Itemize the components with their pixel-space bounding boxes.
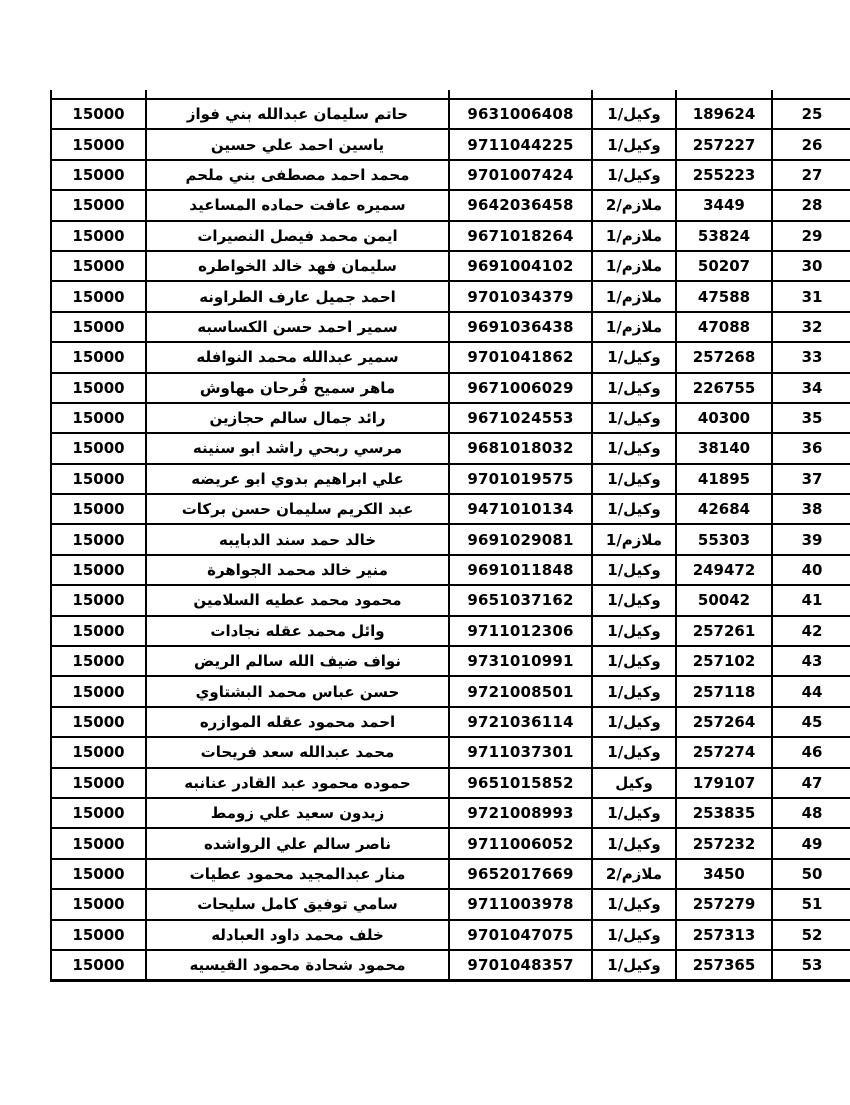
serial-cell: 43 [772, 646, 850, 676]
name-cell: محمود محمد عطيه السلامين [146, 585, 449, 615]
name-cell: منير خالد محمد الجواهرة [146, 555, 449, 585]
amount-cell: 15000 [51, 798, 146, 828]
serial-cell: 39 [772, 524, 850, 554]
id-cell: 3449 [676, 190, 772, 220]
serial-cell: 34 [772, 373, 850, 403]
table-row [51, 524, 850, 554]
table-row [51, 889, 850, 919]
rank-cell: ملازم/2 [592, 859, 676, 889]
amount-cell: 15000 [51, 160, 146, 190]
serial-cell: 52 [772, 920, 850, 950]
rank-cell: وكيل/1 [592, 798, 676, 828]
service-number-cell: 9711012306 [449, 616, 592, 646]
serial-cell: 32 [772, 312, 850, 342]
amount-cell: 15000 [51, 950, 146, 981]
service-number-cell [449, 90, 592, 99]
id-cell: 50207 [676, 251, 772, 281]
name-cell [146, 90, 449, 99]
id-cell: 226755 [676, 373, 772, 403]
serial-cell: 31 [772, 281, 850, 311]
name-cell: سمير احمد حسن الكساسبه [146, 312, 449, 342]
rank-cell: وكيل/1 [592, 99, 676, 129]
amount-cell: 15000 [51, 707, 146, 737]
id-cell: 257365 [676, 950, 772, 981]
name-cell: ماهر سميح فُرحان مهاوش [146, 373, 449, 403]
service-number-cell: 9691036438 [449, 312, 592, 342]
serial-cell: 35 [772, 403, 850, 433]
serial-cell: 45 [772, 707, 850, 737]
table-body [51, 90, 850, 981]
service-number-cell: 9701041862 [449, 342, 592, 372]
rank-cell: وكيل/1 [592, 494, 676, 524]
service-number-cell: 9711044225 [449, 129, 592, 159]
rank-cell: وكيل/1 [592, 646, 676, 676]
rank-cell: وكيل/1 [592, 737, 676, 767]
name-cell: رائد جمال سالم حجازين [146, 403, 449, 433]
rank-cell: وكيل/1 [592, 433, 676, 463]
rank-cell: وكيل/1 [592, 403, 676, 433]
id-cell: 38140 [676, 433, 772, 463]
service-number-cell: 9631006408 [449, 99, 592, 129]
id-cell: 257232 [676, 828, 772, 858]
id-cell: 179107 [676, 768, 772, 798]
serial-cell: 28 [772, 190, 850, 220]
name-cell: حاتم سليمان عبدالله بني فواز [146, 99, 449, 129]
rank-cell: وكيل/1 [592, 707, 676, 737]
service-number-cell: 9721008501 [449, 676, 592, 706]
amount-cell: 15000 [51, 129, 146, 159]
id-cell: 41895 [676, 464, 772, 494]
amount-cell: 15000 [51, 251, 146, 281]
table-row [51, 859, 850, 889]
table-row [51, 555, 850, 585]
amount-cell: 15000 [51, 342, 146, 372]
id-cell: 47588 [676, 281, 772, 311]
serial-cell: 50 [772, 859, 850, 889]
name-cell: ايمن محمد فيصل النصيرات [146, 221, 449, 251]
id-cell: 42684 [676, 494, 772, 524]
name-cell: احمد محمود عقله الموازره [146, 707, 449, 737]
table-row [51, 737, 850, 767]
name-cell: حموده محمود عبد القادر عنانبه [146, 768, 449, 798]
name-cell: سامي توفيق كامل سليحات [146, 889, 449, 919]
serial-cell: 41 [772, 585, 850, 615]
serial-cell: 53 [772, 950, 850, 981]
id-cell: 50042 [676, 585, 772, 615]
name-cell: ياسين احمد علي حسين [146, 129, 449, 159]
name-cell: احمد جميل عارف الطراونه [146, 281, 449, 311]
table-row [51, 646, 850, 676]
name-cell: مرسي ربحي راشد ابو سنينه [146, 433, 449, 463]
rank-cell: وكيل/1 [592, 616, 676, 646]
rank-cell: وكيل/1 [592, 585, 676, 615]
id-cell: 257102 [676, 646, 772, 676]
serial-cell: 42 [772, 616, 850, 646]
service-number-cell: 9652017669 [449, 859, 592, 889]
amount-cell: 15000 [51, 889, 146, 919]
serial-cell: 51 [772, 889, 850, 919]
id-cell: 55303 [676, 524, 772, 554]
amount-cell: 15000 [51, 646, 146, 676]
id-cell: 255223 [676, 160, 772, 190]
id-cell [676, 90, 772, 99]
name-cell: نواف ضيف الله سالم الريض [146, 646, 449, 676]
id-cell: 249472 [676, 555, 772, 585]
rank-cell: وكيل/1 [592, 342, 676, 372]
id-cell: 257268 [676, 342, 772, 372]
service-number-cell: 9671018264 [449, 221, 592, 251]
serial-cell: 33 [772, 342, 850, 372]
amount-cell: 15000 [51, 373, 146, 403]
id-cell: 257274 [676, 737, 772, 767]
name-cell: خالد حمد سند الدبايبه [146, 524, 449, 554]
table-row [51, 312, 850, 342]
service-number-cell: 9681018032 [449, 433, 592, 463]
rank-cell: وكيل/1 [592, 828, 676, 858]
id-cell: 3450 [676, 859, 772, 889]
amount-cell: 15000 [51, 585, 146, 615]
serial-cell: 46 [772, 737, 850, 767]
service-number-cell: 9721008993 [449, 798, 592, 828]
service-number-cell: 9711037301 [449, 737, 592, 767]
service-number-cell: 9711003978 [449, 889, 592, 919]
amount-cell: 15000 [51, 403, 146, 433]
table-row [51, 768, 850, 798]
service-number-cell: 9721036114 [449, 707, 592, 737]
id-cell: 257313 [676, 920, 772, 950]
service-number-cell: 9671024553 [449, 403, 592, 433]
service-number-cell: 9701048357 [449, 950, 592, 981]
table-row [51, 616, 850, 646]
table-row [51, 403, 850, 433]
rank-cell: وكيل/1 [592, 373, 676, 403]
amount-cell: 15000 [51, 737, 146, 767]
table-row [51, 828, 850, 858]
serial-cell: 40 [772, 555, 850, 585]
name-cell: ناصر سالم علي الرواشده [146, 828, 449, 858]
amount-cell: 15000 [51, 494, 146, 524]
serial-cell: 49 [772, 828, 850, 858]
amount-cell: 15000 [51, 464, 146, 494]
service-number-cell: 9701019575 [449, 464, 592, 494]
serial-cell: 37 [772, 464, 850, 494]
service-number-cell: 9471010134 [449, 494, 592, 524]
table-row [51, 585, 850, 615]
id-cell: 189624 [676, 99, 772, 129]
id-cell: 257279 [676, 889, 772, 919]
amount-cell: 15000 [51, 524, 146, 554]
table-row [51, 373, 850, 403]
service-number-cell: 9701047075 [449, 920, 592, 950]
service-number-cell: 9651015852 [449, 768, 592, 798]
service-number-cell: 9731010991 [449, 646, 592, 676]
name-cell: خلف محمد داود العبادله [146, 920, 449, 950]
name-cell: محمد عبدالله سعد فريحات [146, 737, 449, 767]
id-cell: 257227 [676, 129, 772, 159]
name-cell: سمير عبدالله محمد النوافله [146, 342, 449, 372]
service-number-cell: 9701034379 [449, 281, 592, 311]
amount-cell: 15000 [51, 768, 146, 798]
serial-cell: 47 [772, 768, 850, 798]
amount-cell: 15000 [51, 828, 146, 858]
cutoff-row [51, 90, 850, 99]
table-row [51, 221, 850, 251]
serial-cell: 30 [772, 251, 850, 281]
service-number-cell: 9711006052 [449, 828, 592, 858]
amount-cell: 15000 [51, 281, 146, 311]
rank-cell: وكيل/1 [592, 555, 676, 585]
name-cell: محمود شحادة محمود القيسيه [146, 950, 449, 981]
name-cell: سميره عافت حماده المساعيد [146, 190, 449, 220]
rank-cell: وكيل/1 [592, 160, 676, 190]
name-cell: سليمان فهد خالد الخواطره [146, 251, 449, 281]
table-row [51, 160, 850, 190]
amount-cell: 15000 [51, 920, 146, 950]
table-row [51, 707, 850, 737]
amount-cell: 15000 [51, 221, 146, 251]
rank-cell: ملازم/2 [592, 190, 676, 220]
table-row [51, 190, 850, 220]
amount-cell: 15000 [51, 676, 146, 706]
table-row [51, 798, 850, 828]
amount-cell [51, 90, 146, 99]
table-row [51, 281, 850, 311]
id-cell: 47088 [676, 312, 772, 342]
table-row [51, 433, 850, 463]
serial-cell: 44 [772, 676, 850, 706]
rank-cell: ملازم/1 [592, 312, 676, 342]
name-cell: حسن عباس محمد البشتاوي [146, 676, 449, 706]
table-row [51, 464, 850, 494]
service-number-cell: 9691011848 [449, 555, 592, 585]
id-cell: 257264 [676, 707, 772, 737]
serial-cell: 36 [772, 433, 850, 463]
rank-cell: ملازم/1 [592, 221, 676, 251]
service-number-cell: 9642036458 [449, 190, 592, 220]
id-cell: 257261 [676, 616, 772, 646]
serial-cell: 26 [772, 129, 850, 159]
rank-cell: وكيل [592, 768, 676, 798]
table-row [51, 342, 850, 372]
amount-cell: 15000 [51, 99, 146, 129]
name-cell: محمد احمد مصطفى بني ملحم [146, 160, 449, 190]
id-cell: 53824 [676, 221, 772, 251]
table-row [51, 676, 850, 706]
rank-cell: وكيل/1 [592, 920, 676, 950]
rank-cell: ملازم/1 [592, 524, 676, 554]
id-cell: 257118 [676, 676, 772, 706]
amount-cell: 15000 [51, 433, 146, 463]
rank-cell [592, 90, 676, 99]
amount-cell: 15000 [51, 616, 146, 646]
serial-cell: 25 [772, 99, 850, 129]
rank-cell: ملازم/1 [592, 281, 676, 311]
serial-cell: 29 [772, 221, 850, 251]
table-row [51, 494, 850, 524]
id-cell: 253835 [676, 798, 772, 828]
name-cell: علي ابراهيم بدوي ابو عريضه [146, 464, 449, 494]
name-cell: وائل محمد عقله نجادات [146, 616, 449, 646]
service-number-cell: 9651037162 [449, 585, 592, 615]
salary-roster-table [50, 90, 850, 982]
name-cell: زيدون سعيد علي زومط [146, 798, 449, 828]
serial-cell: 48 [772, 798, 850, 828]
serial-cell: 38 [772, 494, 850, 524]
service-number-cell: 9691029081 [449, 524, 592, 554]
serial-cell [772, 90, 850, 99]
service-number-cell: 9701007424 [449, 160, 592, 190]
service-number-cell: 9671006029 [449, 373, 592, 403]
name-cell: منار عبدالمجيد محمود عطيات [146, 859, 449, 889]
table-row [51, 251, 850, 281]
service-number-cell: 9691004102 [449, 251, 592, 281]
table-row [51, 950, 850, 981]
table-row [51, 99, 850, 129]
rank-cell: وكيل/1 [592, 889, 676, 919]
serial-cell: 27 [772, 160, 850, 190]
rank-cell: وكيل/1 [592, 950, 676, 981]
amount-cell: 15000 [51, 555, 146, 585]
amount-cell: 15000 [51, 190, 146, 220]
rank-cell: وكيل/1 [592, 676, 676, 706]
amount-cell: 15000 [51, 859, 146, 889]
rank-cell: وكيل/1 [592, 464, 676, 494]
table-row [51, 920, 850, 950]
amount-cell: 15000 [51, 312, 146, 342]
table-row [51, 129, 850, 159]
name-cell: عبد الكريم سليمان حسن بركات [146, 494, 449, 524]
rank-cell: وكيل/1 [592, 129, 676, 159]
rank-cell: ملازم/1 [592, 251, 676, 281]
id-cell: 40300 [676, 403, 772, 433]
